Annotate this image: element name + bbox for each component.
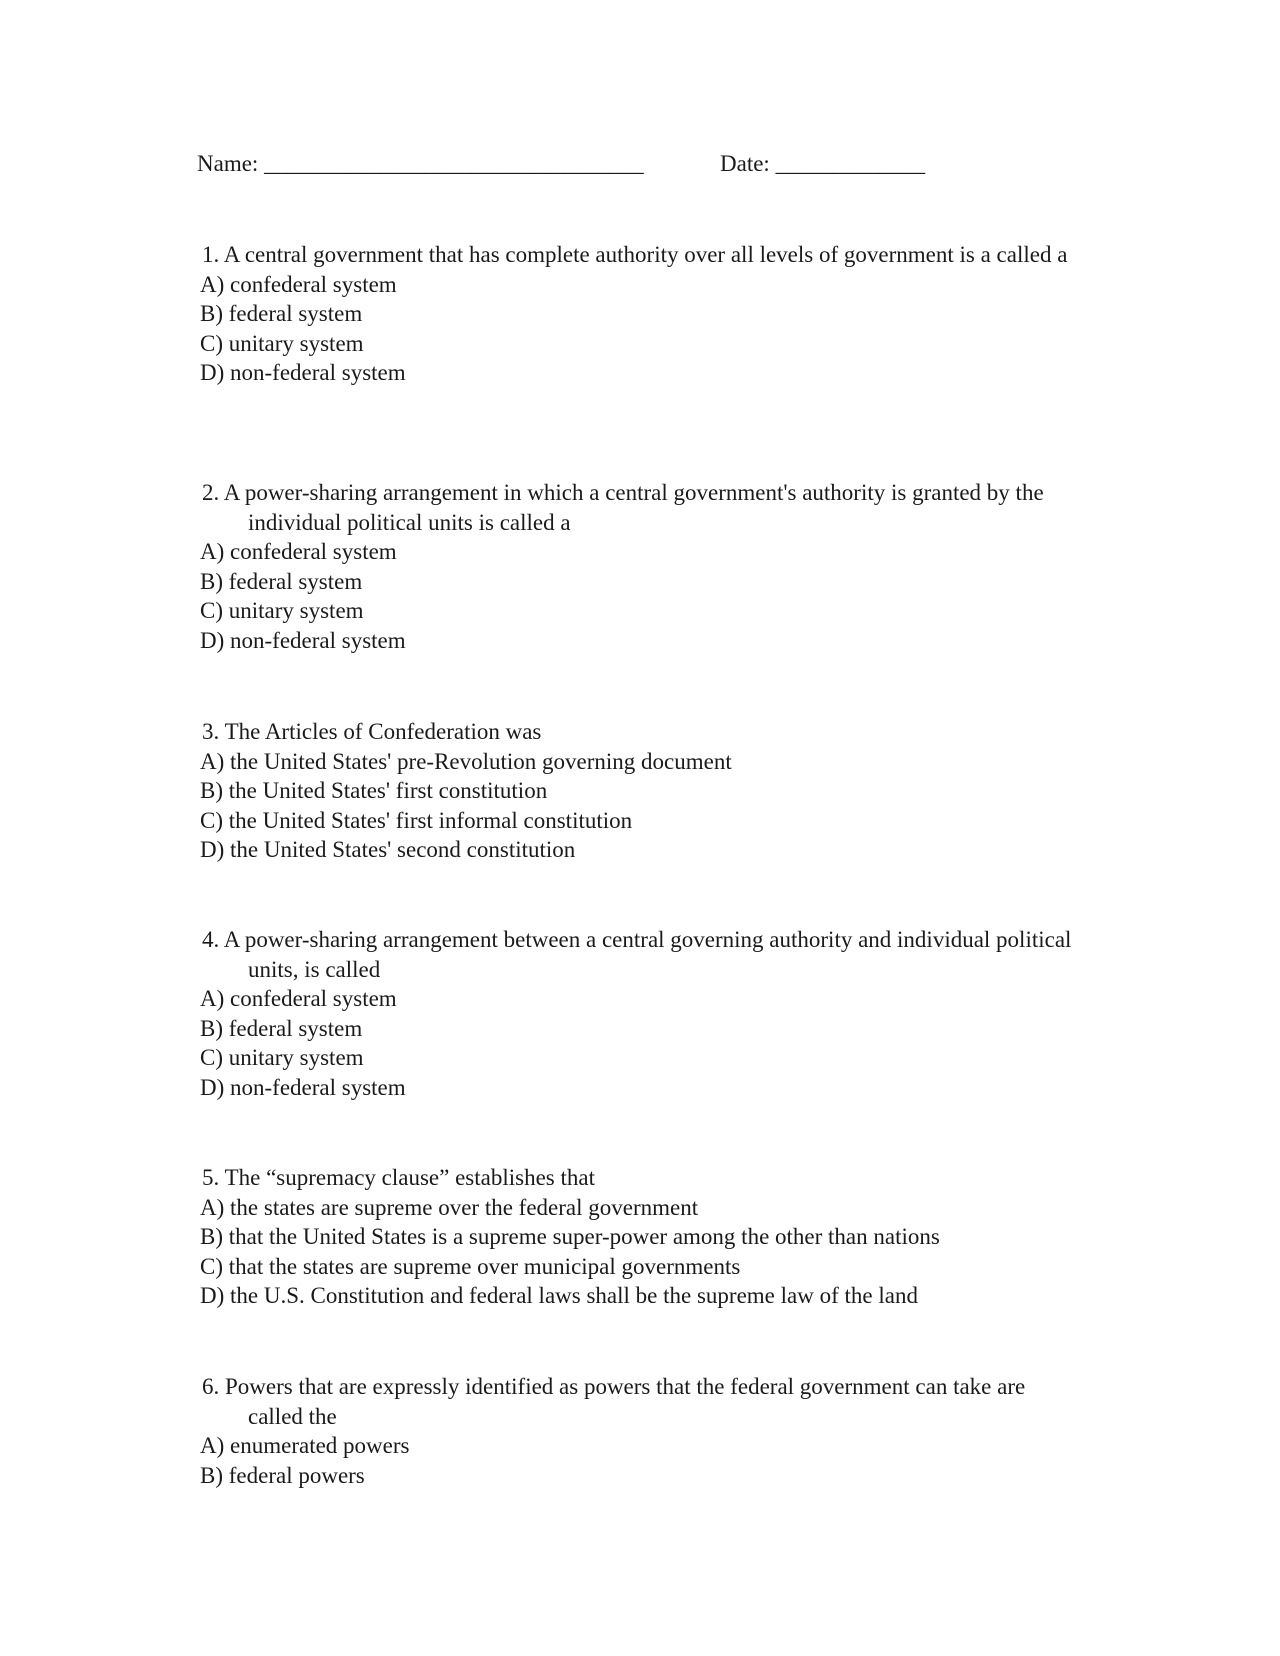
date-blank[interactable]: _____________ <box>775 151 926 176</box>
choice-b[interactable]: B) federal system <box>200 568 363 594</box>
question-5 <box>202 1163 1082 1311</box>
choice-d[interactable]: D) the United States' second constitution <box>200 837 576 863</box>
question-stem: 2. A power-sharing arrangement in which a central government's authority is granted by the individual political units is called a <box>202 480 1044 535</box>
choice-d[interactable]: D) the U.S. Constitution and federal laws shall be the supreme law of the land <box>200 1283 918 1309</box>
question-stem: 4. A power-sharing arrangement between a central governing authority and individual political units, is called <box>202 927 1072 982</box>
choice-b[interactable]: B) federal powers <box>200 1462 365 1488</box>
choice-b[interactable]: B) the United States' first constitution <box>200 778 548 804</box>
question-stem: 6. Powers that are expressly identified as powers that the federal government can take are called the <box>202 1374 1026 1429</box>
question-stem: 1. A central government that has complete authority over all levels of government is a called a <box>202 242 1068 267</box>
choice-d[interactable]: D) non-federal system <box>200 360 406 386</box>
choice-d[interactable]: D) non-federal system <box>200 1074 406 1100</box>
choice-b[interactable]: B) federal system <box>200 1015 363 1041</box>
choice-a[interactable]: A) enumerated powers <box>200 1433 410 1459</box>
header <box>197 151 926 177</box>
question-3 <box>202 717 1082 865</box>
choice-a[interactable]: A) the United States' pre-Revolution governing document <box>200 748 732 774</box>
choice-c[interactable]: C) the United States' first informal constitution <box>200 807 633 833</box>
choice-c[interactable]: C) that the states are supreme over municipal governments <box>200 1253 741 1279</box>
date-field[interactable] <box>720 151 925 177</box>
date-label: Date: <box>720 151 770 176</box>
name-blank[interactable]: _________________________________ <box>264 151 644 176</box>
name-label: Name: <box>197 151 259 176</box>
choice-a[interactable]: A) confederal system <box>200 271 397 297</box>
name-field[interactable] <box>197 151 644 177</box>
choice-a[interactable]: A) the states are supreme over the federal government <box>200 1194 699 1220</box>
choice-a[interactable]: A) confederal system <box>200 539 397 565</box>
question-6 <box>202 1372 1082 1490</box>
question-4 <box>202 925 1082 1103</box>
choice-c[interactable]: C) unitary system <box>200 1045 364 1071</box>
choice-b[interactable]: B) federal system <box>200 301 363 327</box>
question-stem: 3. The Articles of Confederation was <box>202 719 542 744</box>
choice-d[interactable]: D) non-federal system <box>200 627 406 653</box>
choice-a[interactable]: A) confederal system <box>200 986 397 1012</box>
question-1 <box>202 240 1082 388</box>
choice-c[interactable]: C) unitary system <box>200 598 364 624</box>
choice-b[interactable]: B) that the United States is a supreme super-power among the other than nations <box>200 1224 940 1250</box>
choice-c[interactable]: C) unitary system <box>200 330 364 356</box>
question-stem: 5. The “supremacy clause” establishes that <box>202 1165 595 1190</box>
question-2 <box>202 478 1082 656</box>
